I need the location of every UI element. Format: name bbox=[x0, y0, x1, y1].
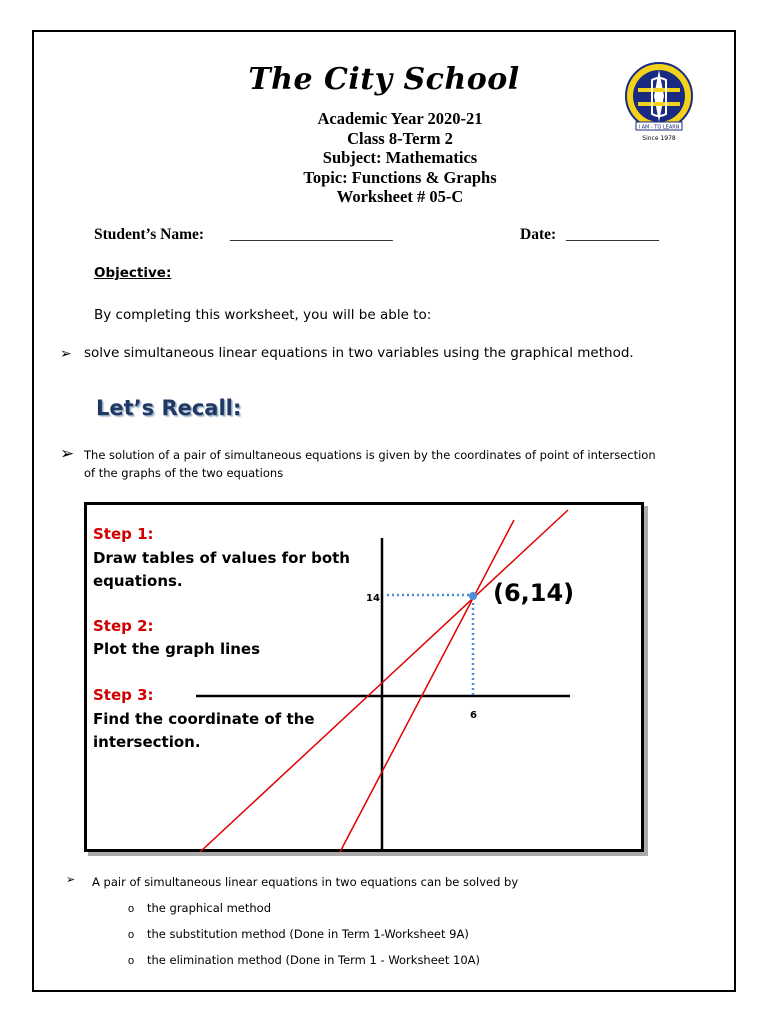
step2-title: Step 2: bbox=[93, 617, 154, 635]
subject: Subject: Mathematics bbox=[322, 148, 478, 167]
arrow-bullet-icon: ➢ bbox=[66, 874, 76, 886]
x-tick-label: 6 bbox=[470, 710, 477, 721]
recall-line-2: of the graphs of the two equations bbox=[84, 466, 284, 480]
date-field[interactable]: ____________ bbox=[566, 226, 659, 243]
graph-line-1 bbox=[200, 510, 568, 852]
student-name-field[interactable]: _____________________ bbox=[230, 226, 393, 243]
arrow-bullet-icon: ➢ bbox=[60, 444, 75, 463]
y-tick-label: 14 bbox=[366, 593, 380, 604]
methods-intro: A pair of simultaneous linear equations in two equations can be solved by bbox=[92, 875, 519, 889]
step2-text: Plot the graph lines bbox=[93, 640, 261, 658]
step1-text-line-1: Draw tables of values for both bbox=[93, 549, 350, 567]
worksheet-number: Worksheet # 05-C bbox=[336, 187, 464, 206]
graph-line-2 bbox=[340, 520, 514, 852]
intersection-point bbox=[469, 592, 477, 600]
step3-text-line-1: Find the coordinate of the bbox=[93, 710, 315, 728]
method-item: the graphical method bbox=[147, 901, 272, 915]
method-item: the substitution method (Done in Term 1-Worksheet 9A) bbox=[147, 927, 469, 941]
student-name-label: Student’s Name: bbox=[94, 226, 205, 243]
academic-year: Academic Year 2020-21 bbox=[317, 109, 483, 128]
circle-bullet-icon: o bbox=[128, 929, 135, 941]
logo-motto: I AM - TO LEARN bbox=[638, 124, 680, 131]
class-term: Class 8-Term 2 bbox=[347, 128, 453, 148]
step3-text-line-2: intersection. bbox=[93, 733, 201, 751]
method-item: the elimination method (Done in Term 1 - Worksheet 10A) bbox=[147, 953, 481, 967]
recall-line-1: The solution of a pair of simultaneous equations is given by the coordinates of point of intersection bbox=[84, 448, 656, 462]
graph-lines bbox=[84, 502, 644, 852]
recall-heading: Let’s Recall: bbox=[96, 396, 242, 420]
intersection-label: (6,14) bbox=[493, 579, 575, 607]
logo-since: Since 1978 bbox=[642, 135, 676, 142]
step3-title: Step 3: bbox=[93, 686, 154, 704]
step1-title: Step 1: bbox=[93, 525, 154, 543]
step1-text-line-2: equations. bbox=[93, 572, 183, 590]
date-label: Date: bbox=[520, 226, 557, 243]
circle-bullet-icon: o bbox=[128, 903, 135, 915]
objective-intro: By completing this worksheet, you will be able to: bbox=[94, 307, 432, 323]
objective-heading: Objective: bbox=[94, 265, 172, 281]
school-name: The City School bbox=[248, 62, 520, 97]
circle-bullet-icon: o bbox=[128, 955, 135, 967]
objective-point: solve simultaneous linear equations in two variables using the graphical method. bbox=[84, 345, 634, 361]
arrow-bullet-icon: ➢ bbox=[60, 345, 72, 361]
topic: Topic: Functions & Graphs bbox=[303, 167, 497, 187]
school-logo-icon bbox=[624, 62, 694, 144]
